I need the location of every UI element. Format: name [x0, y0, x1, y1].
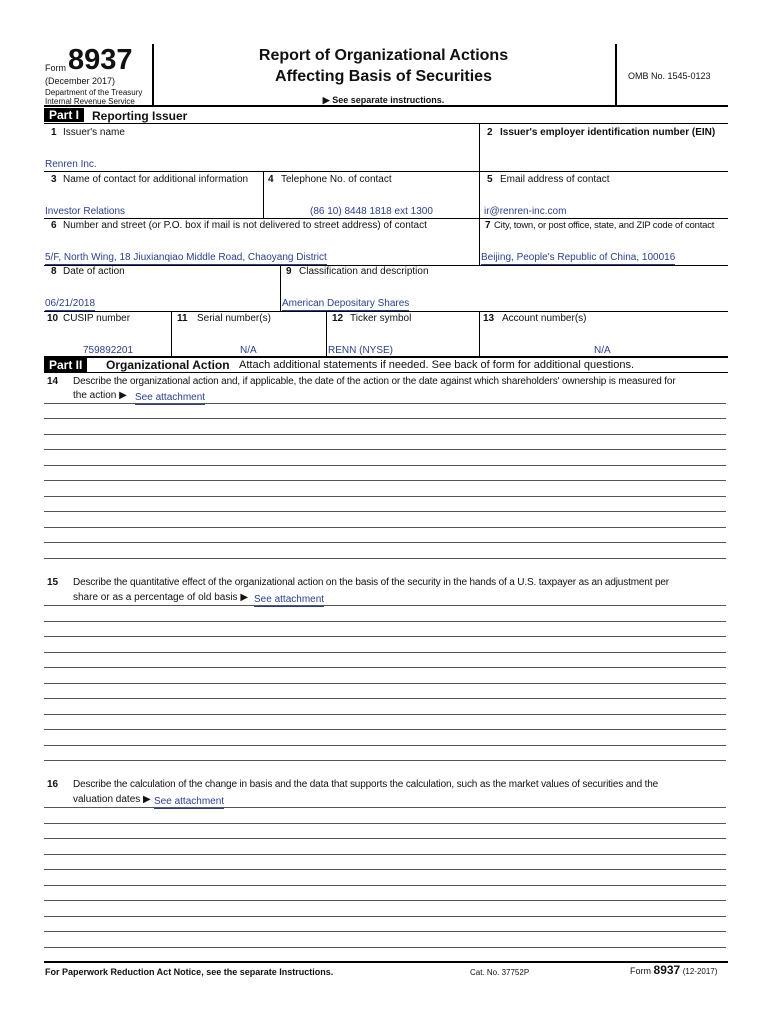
- part1-label: Part I: [44, 108, 84, 122]
- field-13-number: 13: [483, 313, 495, 324]
- answer-line: [44, 869, 726, 870]
- department-line2: Internal Revenue Service: [45, 97, 135, 106]
- form-title-line2: Affecting Basis of Securities: [275, 68, 492, 85]
- field-7-label: City, town, or post office, state, and ZIP code of contact: [494, 220, 715, 231]
- field-11-number: 11: [177, 313, 188, 324]
- field-1-number: 1: [51, 127, 57, 138]
- row5-divider-c: [479, 311, 480, 356]
- row1-divider: [479, 123, 480, 171]
- contact-phone-value[interactable]: (86 10) 8448 1818 ext 1300: [310, 206, 433, 217]
- field-6-label: Number and street (or P.O. box if mail is not delivered to street address) of contact: [63, 220, 427, 231]
- field-3-number: 3: [51, 174, 57, 185]
- form-title-line1: Report of Organizational Actions: [258, 47, 509, 64]
- answer-line: [44, 542, 726, 543]
- answer-line: [44, 434, 726, 435]
- field-4-label: Telephone No. of contact: [281, 174, 392, 185]
- q15-text-line2: share or as a percentage of old basis ▶: [73, 592, 249, 603]
- action-date-value[interactable]: 06/21/2018: [45, 298, 96, 309]
- q16-text-line1: Describe the calculation of the change in basis and the data that supports the calculation, such as the market values of securities and the: [73, 779, 659, 790]
- part2-title: Organizational Action: [106, 358, 230, 372]
- issuer-name-value[interactable]: Renren Inc.: [45, 159, 97, 170]
- row1-rule: [44, 171, 728, 172]
- field-5-label: Email address of contact: [500, 174, 610, 185]
- row3-divider: [479, 218, 480, 265]
- answer-line: [44, 496, 726, 497]
- row5-divider-a: [171, 311, 172, 356]
- field-9-number: 9: [286, 266, 292, 277]
- part2-label: Part II: [44, 358, 87, 372]
- answer-line: [44, 605, 726, 606]
- department-line1: Department of the Treasury: [45, 88, 143, 97]
- classification-value[interactable]: American Depositary Shares: [282, 298, 410, 309]
- contact-street-value[interactable]: 5/F, North Wing, 18 Jiuxianqiao Middle Road, Chaoyang District: [45, 252, 327, 263]
- ticker-symbol-value[interactable]: RENN (NYSE): [328, 345, 394, 356]
- instructions-note: ▶ See separate instructions.: [322, 95, 445, 105]
- footer-rule: [44, 961, 728, 963]
- q16-number: 16: [47, 779, 59, 790]
- q15-number: 15: [47, 577, 59, 588]
- answer-line: [44, 636, 726, 637]
- q14-text-line1: Describe the organizational action and, if applicable, the date of the action or the date against which shareholders' ownership is measured for: [73, 376, 676, 387]
- field-5-number: 5: [487, 174, 493, 185]
- contact-email-value[interactable]: ir@renren-inc.com: [484, 206, 567, 217]
- answer-line: [44, 480, 726, 481]
- row5-divider-b: [326, 311, 327, 356]
- answer-line: [44, 900, 726, 901]
- answer-line: [44, 931, 726, 932]
- header-bottom-rule: [44, 105, 728, 107]
- q14-answer[interactable]: See attachment: [135, 392, 206, 403]
- field-7-number: 7: [485, 220, 491, 231]
- field-3-label: Name of contact for additional information: [63, 174, 249, 185]
- answer-line: [44, 403, 726, 404]
- answer-line: [44, 729, 726, 730]
- q15-answer[interactable]: See attachment: [254, 594, 325, 605]
- field-8-label: Date of action: [63, 266, 125, 277]
- row2-divider-a: [263, 171, 264, 218]
- serial-number-value[interactable]: N/A: [240, 345, 257, 356]
- footer-form-id: [630, 963, 717, 979]
- answer-line: [44, 916, 726, 917]
- field-2-number: 2: [487, 127, 493, 138]
- row2-rule: [44, 218, 728, 219]
- header-divider-right: [615, 44, 617, 105]
- answer-line: [44, 885, 726, 886]
- answer-line: [44, 698, 726, 699]
- answer-line: [44, 465, 726, 466]
- answer-line: [44, 667, 726, 668]
- answer-line: [44, 558, 726, 559]
- footer-form-revision: (12-2017): [682, 967, 718, 976]
- field-10-label: CUSIP number: [63, 313, 131, 324]
- answer-line: [44, 854, 726, 855]
- answer-line: [44, 760, 726, 761]
- field-12-label: Ticker symbol: [350, 313, 412, 324]
- form-label: Form: [45, 63, 66, 73]
- row2-divider-b: [479, 171, 480, 218]
- q16-text-line2: valuation dates ▶: [73, 794, 151, 805]
- field-13-label: Account number(s): [502, 313, 587, 324]
- part1-title: Reporting Issuer: [92, 109, 188, 123]
- field-10-number: 10: [47, 313, 59, 324]
- account-number-value[interactable]: N/A: [594, 345, 611, 356]
- field-8-number: 8: [51, 266, 57, 277]
- contact-city-value[interactable]: Beijing, People's Republic of China, 100016: [481, 252, 676, 263]
- q14-number: 14: [47, 376, 59, 387]
- answer-line: [44, 683, 726, 684]
- q16-answer[interactable]: See attachment: [154, 796, 225, 807]
- q14-text-line2: the action ▶: [73, 390, 127, 401]
- answer-line: [44, 745, 726, 746]
- contact-name-value[interactable]: Investor Relations: [45, 206, 126, 217]
- form-number: 8937: [68, 44, 133, 76]
- answer-line: [44, 807, 726, 808]
- omb-number: OMB No. 1545-0123: [628, 71, 711, 81]
- field-9-label: Classification and description: [299, 266, 429, 277]
- catalog-number: Cat. No. 37752P: [470, 968, 530, 977]
- field-11-label: Serial number(s): [197, 313, 271, 324]
- answer-line: [44, 449, 726, 450]
- q15-text-line1: Describe the quantitative effect of the organizational action on the basis of the security in the hands of a U.S. taxpayer as an adjustment per: [73, 577, 669, 588]
- field-2-label: Issuer's employer identification number (EIN): [500, 127, 716, 138]
- row4-rule: [44, 311, 728, 312]
- answer-line: [44, 652, 726, 653]
- answer-line: [44, 418, 726, 419]
- footer-form-label: Form: [630, 966, 651, 976]
- paperwork-notice: For Paperwork Reduction Act Notice, see the separate Instructions.: [45, 967, 334, 977]
- part2-title-rule: [44, 372, 728, 373]
- answer-line: [44, 947, 726, 948]
- row4-divider: [280, 265, 281, 312]
- field-1-label: Issuer's name: [63, 127, 125, 138]
- answer-line: [44, 823, 726, 824]
- form-revision: (December 2017): [45, 76, 116, 86]
- field-4-number: 4: [268, 174, 274, 185]
- answer-line: [44, 527, 726, 528]
- footer-form-number: 8937: [653, 963, 681, 977]
- answer-line: [44, 621, 726, 622]
- answer-line: [44, 838, 726, 839]
- answer-line: [44, 714, 726, 715]
- part1-title-rule: [44, 123, 728, 124]
- field-6-number: 6: [51, 220, 57, 231]
- part2-subtitle: Attach additional statements if needed. See back of form for additional questions.: [239, 359, 635, 371]
- field-12-number: 12: [332, 313, 344, 324]
- cusip-value[interactable]: 759892201: [83, 345, 134, 356]
- answer-line: [44, 511, 726, 512]
